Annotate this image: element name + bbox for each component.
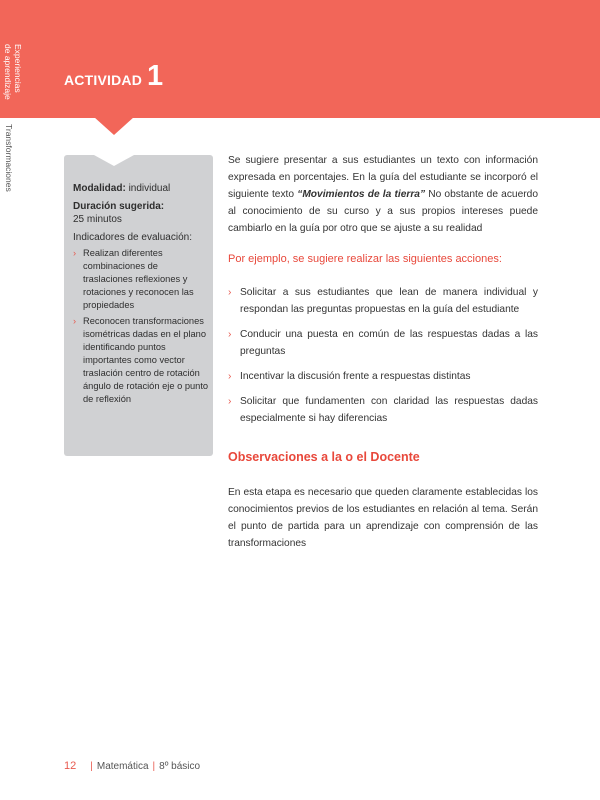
list-item: › Reconocen transformaciones isométricas dadas en el plano identificando puntos importantes como vector traslación centro de rotación ángulo de rotación eje o punto de reflexión (73, 315, 209, 406)
side-tab-line2: de aprendizaje (3, 44, 13, 100)
info-box (64, 155, 213, 456)
duracion-label: Duración sugerida: (73, 201, 165, 212)
list-item: › Incentivar la discusión frente a respuestas distintas (228, 368, 538, 385)
footer-separator: | (152, 761, 156, 772)
footer-separator: | (90, 761, 93, 772)
footer-subject: Matemática (96, 761, 149, 772)
modalidad-label: Modalidad: (73, 183, 126, 194)
actions-subheading: Por ejemplo, se sugiere realizar las siguientes acciones: (228, 253, 502, 265)
section-side-tab (3, 44, 23, 100)
list-item: › Solicitar a sus estudiantes que lean de manera individual y respondan las preguntas propuestas en la guía del estudiante (228, 284, 538, 318)
list-item: › Solicitar que fundamenten con claridad las respuestas dadas especialmente si hay diferencias (228, 393, 538, 427)
activity-title-word: ACTIVIDAD (64, 72, 143, 88)
activity-title (64, 60, 163, 93)
info-box-notch (94, 155, 134, 166)
duracion-value: 25 minutos (73, 214, 122, 225)
page-footer (64, 760, 200, 772)
footer-grade: 8º básico (159, 761, 201, 772)
observations-text: En esta etapa es necesario que queden claramente establecidas los conocimientos previos de los estudiantes en relación al tema. Serán el punto de partida para un aprendizaje con comprensión de las transformaciones (228, 487, 538, 549)
intro-paragraph (228, 152, 538, 237)
main-content (228, 152, 538, 435)
side-topic-label: Transformaciones (4, 124, 14, 192)
duracion-line (73, 200, 209, 226)
indicadores-label: Indicadores de evaluación: (73, 232, 192, 243)
list-item: › Realizan diferentes combinaciones de traslaciones reflexiones y rotaciones y reconocen las propiedades (73, 247, 209, 312)
observations-heading: Observaciones a la o el Docente (228, 450, 420, 464)
actions-list (228, 284, 538, 427)
indicadores-list (73, 247, 209, 406)
list-item: › Conducir una puesta en común de las respuestas dadas a las preguntas (228, 326, 538, 360)
modalidad-value: individual (128, 183, 171, 194)
page-number: 12 (64, 760, 77, 772)
info-content (73, 182, 209, 409)
banner-notch (94, 117, 134, 135)
intro-after: No obstante de acuerdo al conocimiento de su curso y a sus propios intereses puede cambiarlo en la guía por otro que se ajuste a su realidad (228, 189, 538, 234)
modalidad-line (73, 182, 209, 195)
side-tab-line1: Experiencias (13, 44, 23, 93)
header-banner (0, 0, 600, 118)
activity-title-number: 1 (147, 60, 164, 92)
intro-before: Se sugiere presentar a sus estudiantes un texto con información expresada en porcentajes. En la guía del estudiante se incorporó el siguiente texto (228, 155, 538, 200)
intro-quote: “Movimientos de la tierra” (297, 189, 426, 200)
